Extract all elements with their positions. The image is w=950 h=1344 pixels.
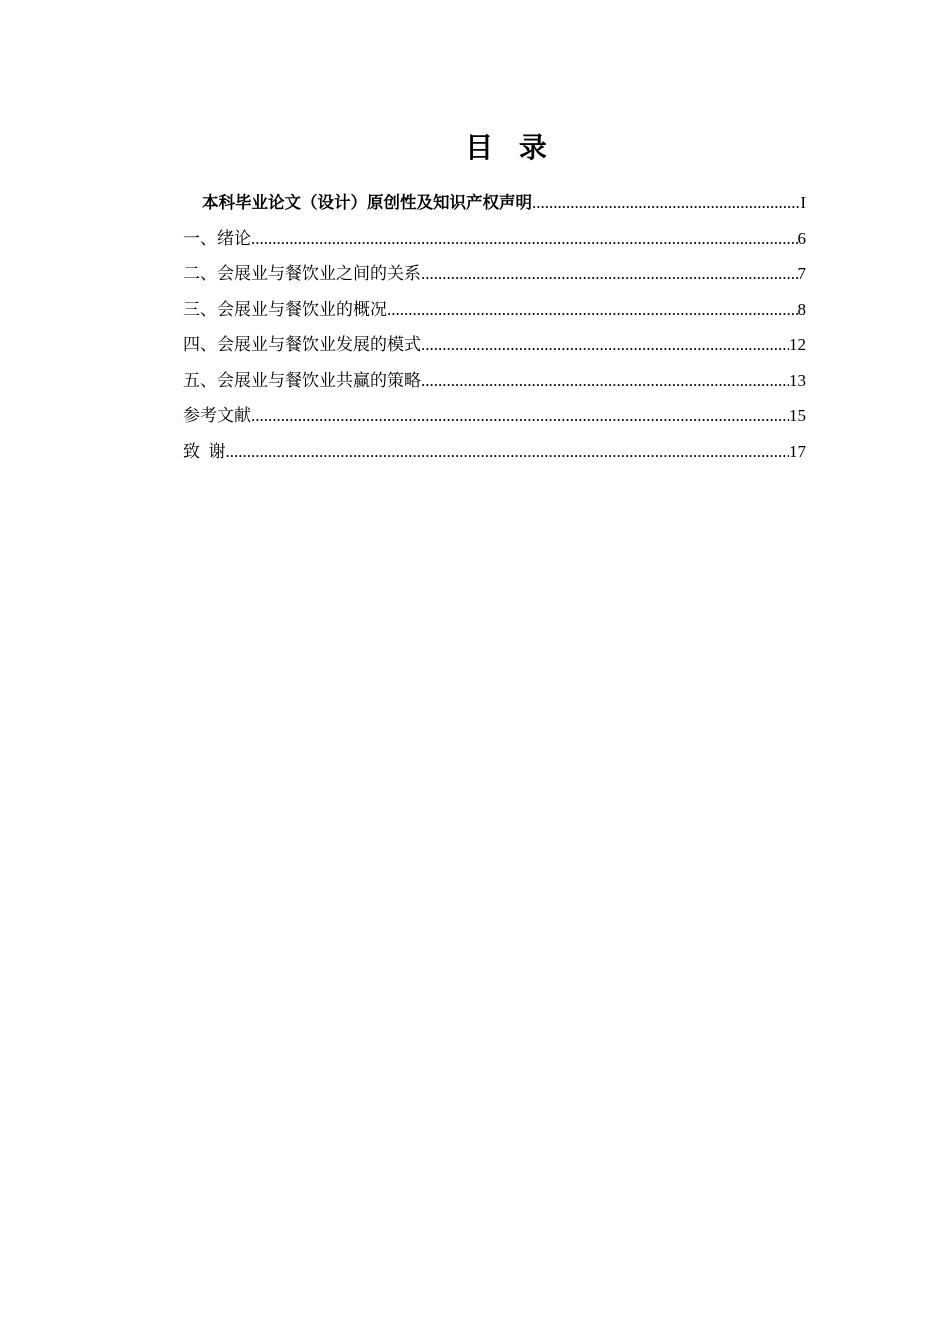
toc-entry-page-number: I	[800, 193, 806, 212]
toc-entry-label: 参考文献	[183, 406, 251, 425]
toc-entry-overview[interactable]	[183, 296, 806, 332]
toc-entry-label: 一、绪论	[183, 228, 251, 248]
toc-entry-page-number: 17	[789, 441, 806, 461]
dot-leader	[251, 402, 789, 430]
toc-title: 目 录	[465, 131, 555, 164]
toc-entry-page-number: 15	[789, 406, 806, 425]
toc-entry-label: 五、会展业与餐饮业共赢的策略	[183, 370, 421, 390]
toc-entry-acknowledgements[interactable]	[183, 438, 806, 474]
toc-entry-relationship[interactable]	[183, 260, 806, 296]
toc-entry-strategy[interactable]	[183, 367, 806, 403]
toc-entry-page-number: 7	[797, 264, 806, 283]
toc-entry-label: 致 谢	[183, 441, 226, 461]
dot-leader	[226, 438, 790, 466]
toc-entry-label: 四、会展业与餐饮业发展的模式	[183, 335, 421, 354]
toc-entry-development-model[interactable]	[183, 331, 806, 367]
toc-entry-page-number: 8	[797, 299, 806, 319]
toc-entry-page-number: 13	[789, 370, 806, 390]
toc-entry-label: 三、会展业与餐饮业的概况	[183, 299, 387, 319]
table-of-contents	[183, 189, 806, 473]
dot-leader	[251, 225, 798, 253]
toc-entry-page-number: 12	[789, 335, 806, 354]
dot-leader	[532, 189, 800, 217]
dot-leader	[387, 296, 798, 324]
toc-entry-introduction[interactable]	[183, 225, 806, 261]
toc-entry-label: 本科毕业论文（设计）原创性及知识产权声明	[202, 193, 532, 212]
toc-entry-page-number: 6	[797, 228, 806, 248]
toc-entry-label: 二、会展业与餐饮业之间的关系	[183, 264, 421, 283]
dot-leader	[421, 367, 789, 395]
toc-entry-references[interactable]	[183, 402, 806, 438]
dot-leader	[421, 260, 798, 288]
toc-entry-declaration[interactable]	[183, 189, 806, 225]
dot-leader	[421, 331, 789, 359]
